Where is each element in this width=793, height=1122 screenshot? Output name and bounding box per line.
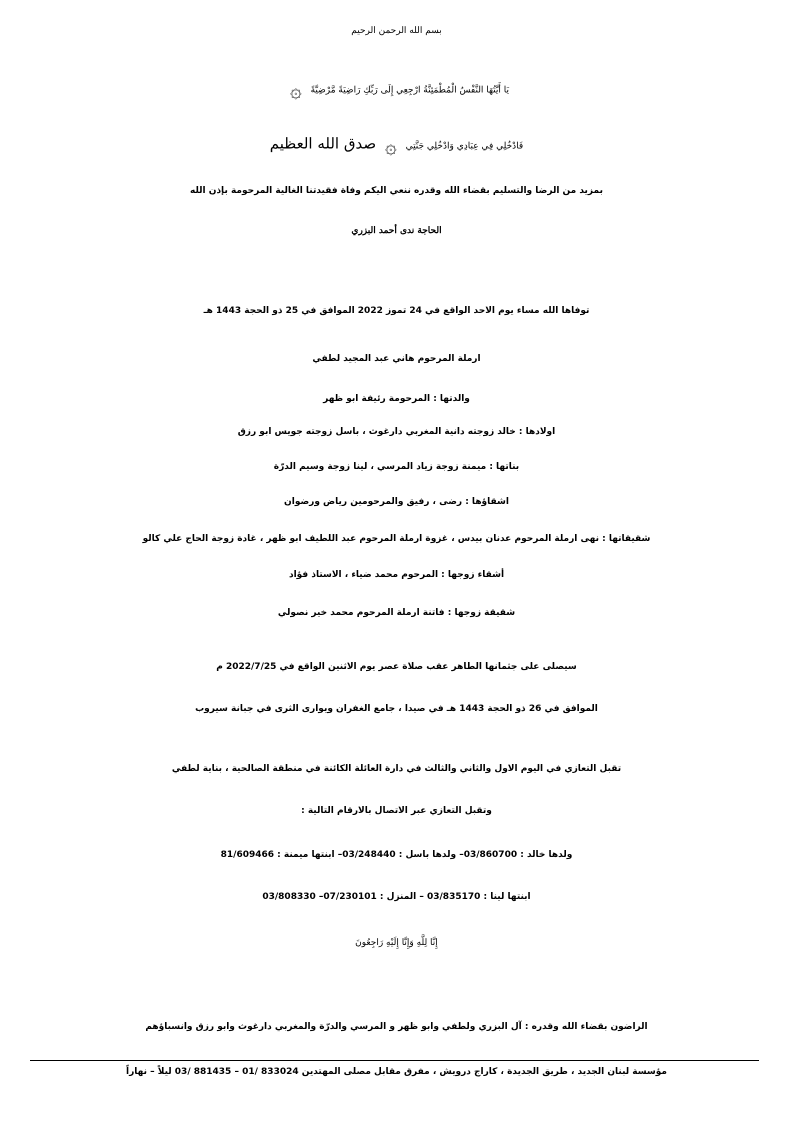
quran-verse-line-2	[0, 134, 793, 158]
intro-text: بمزيد من الرضا والتسليم بقضاء الله وقدره ننعي اليكم وفاة فقيدتنا الغالية المرحومة بإذن الله	[190, 186, 603, 196]
quran-footer-calligraphy: إِنَّا لِلَّهِ وَإِنَّا إِلَيْهِ رَاجِعُونَ	[355, 938, 438, 948]
widow-of: ارملة المرحوم هاني عبد المجيد لطفي	[312, 354, 481, 364]
funeral-line-2: الموافق في 26 ذو الحجة 1443 هـ في صيدا ، جامع الغفران ويوارى الثرى في جبانة سيروب	[195, 704, 598, 714]
funeral-line-1: سيصلى على جثمانها الطاهر عقب صلاة عصر يوم الاثنين الواقع في 2022/7/25 م	[216, 662, 577, 672]
deceased-name: الحاجة ندى أحمد البزري	[351, 226, 442, 236]
condolence-phone-intro: وتقبل التعازي عبر الاتصال بالارقام التالية :	[301, 806, 492, 816]
daughters-line: بناتها : ميمنة زوجة زياد المرسي ، لينا زوجة وسيم الدرّة	[273, 462, 520, 472]
sons-line: اولادها : خالد زوجته دانية المغربي دارغوث ، باسل زوجته جويس ابو رزق	[237, 427, 556, 437]
phones-line-1: ولدها خالد : 03/860700– ولدها باسل : 03/248440– ابنتها ميمنة : 81/609466	[220, 850, 573, 860]
mourners-line: الراضون بقضاء الله وقدره : آل البزري ولطفي وابو ظهر و المرسي والدرّة والمغربي دارغوث وابو رزق وانسباؤهم	[145, 1022, 648, 1032]
phones-line-2: ابنتها لينا : 03/835170 – المنزل : 07/230101– 03/808330	[262, 892, 531, 902]
bismillah: بسم الله الرحمن الرحيم	[351, 26, 442, 36]
mother-line: والدتها : المرحومة رئيفة ابو ظهر	[323, 394, 470, 404]
printer-address: مؤسسة لبنان الجديد ، طريق الجديدة ، كاراج درويش ، مفرق مقابل مصلى المهتدين 833024 /01 – 881435 /03 ليلاً – نهاراً	[126, 1067, 667, 1077]
death-date: توفاها الله مساء يوم الاحد الواقع في 24 تموز 2022 الموافق في 25 ذو الحجة 1443 هـ	[203, 306, 590, 316]
rub-el-hizb-icon: ۞	[289, 78, 302, 102]
verse-text-2: فَادْخُلِي فِي عِبَادِي وَادْخُلِي جَنَّتِي	[405, 141, 524, 152]
verse-closing: صدق الله العظيم	[269, 134, 377, 153]
sisters-line: شقيقاتها : نهى ارملة المرحوم عدنان بيدس ، غزوة ارملة المرحوم عبد اللطيف ابو ظهر ، غادة زوجة الحاج علي كالو	[142, 534, 651, 544]
condolence-place: تقبل التعازي في اليوم الاول والثاني والثالث في دارة العائلة الكائنة في منطقة الصالحية ، بناية لطفي	[171, 764, 622, 774]
husband-sister-line: شقيقة زوجها : فاتنة ارملة المرحوم محمد خير نصولي	[277, 608, 516, 618]
verse-text-1: يَا أَيَّتُهَا النَّفْسُ الْمُطْمَئِنَّةُ ارْجِعِي إِلَى رَبِّكِ رَاضِيَةً مَّرْضِيَّةً	[310, 85, 510, 96]
husband-brothers-line: أشقاء زوجها : المرحوم محمد ضياء ، الاستاذ فؤاد	[288, 570, 505, 580]
brothers-line: اشقاؤها : رضى ، رفيق والمرحومين رياض ورضوان	[284, 497, 509, 507]
rub-el-hizb-icon: ۞	[384, 134, 397, 158]
footer-divider	[30, 1060, 759, 1061]
quran-verse-line-1	[0, 78, 793, 102]
